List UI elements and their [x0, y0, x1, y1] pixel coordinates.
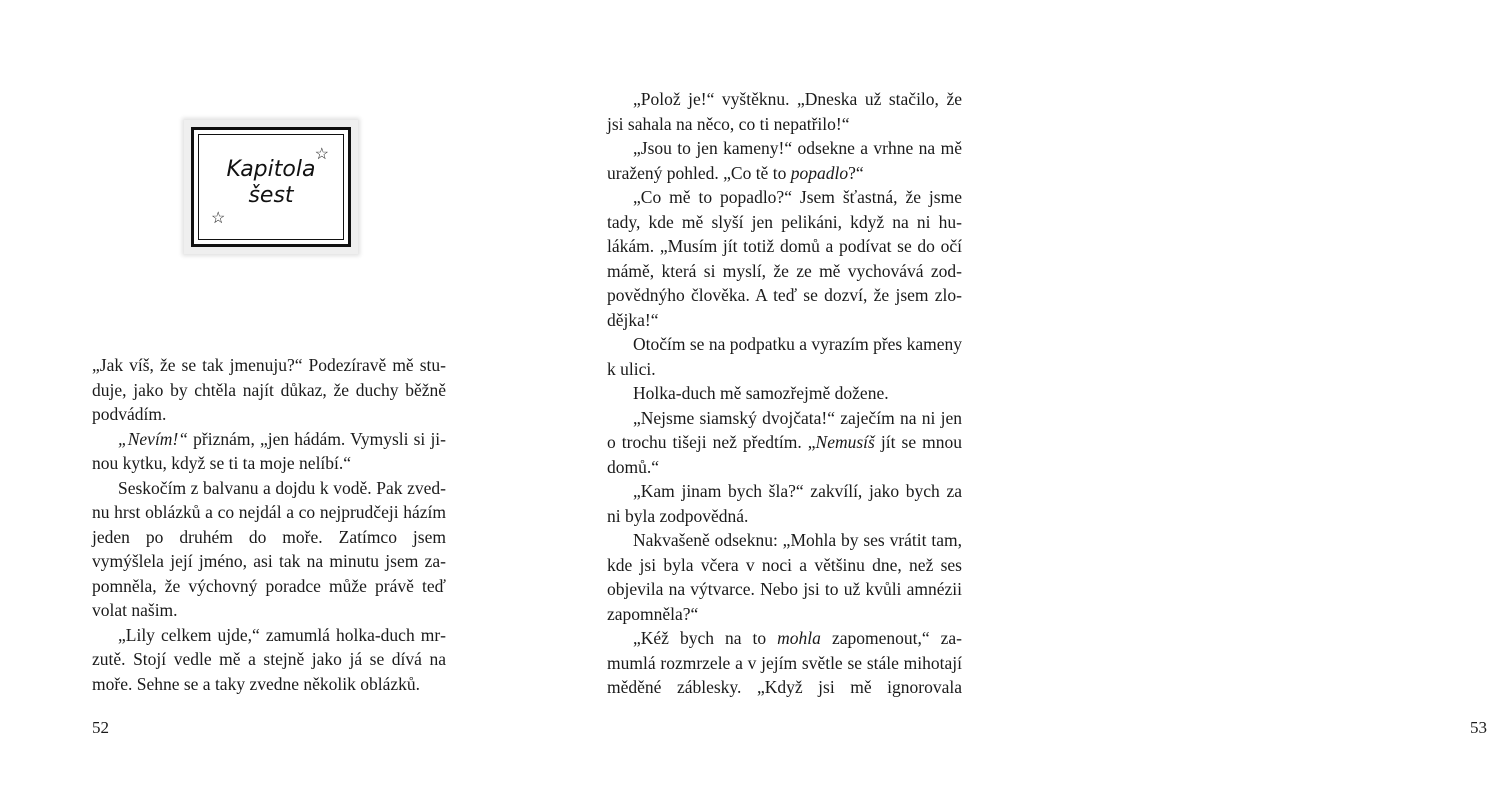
- paragraph: [607, 136, 962, 185]
- text-run: Nakvašeně odseknu: „Mohla by ses vrátit tam, kde jsi byla včera v noci a většinu dne, než ses objevila na výtvarce. Nebo jsi to už kvůli amnézii zapomněla?“: [607, 530, 962, 624]
- paragraph: [607, 528, 962, 626]
- page-number: 53: [1470, 718, 1487, 737]
- text-run: „Nejsme siamský dvojčata!“ zaječím na ni jen o trochu tišeji než předtím. „: [607, 407, 962, 452]
- italic-text: popadlo: [790, 162, 849, 183]
- star-icon: ☆: [314, 146, 329, 163]
- text-run: „Lily celkem ujde,“ zamumlá holka-duch mrzutě. Stojí vedle mě a stejně jako já se dívá na moře. Sehne se a taky zvedne několik oblázků.: [92, 624, 446, 694]
- italic-text: „Nevím!“: [118, 428, 188, 449]
- italic-text: mohla: [777, 628, 821, 648]
- left-page: [0, 0, 527, 800]
- chapter-title: [199, 157, 343, 209]
- paragraph: [92, 476, 446, 623]
- paragraph: [607, 479, 962, 528]
- italic-text: Nemusíš: [815, 432, 875, 452]
- paragraph: [607, 626, 962, 700]
- paragraph: [607, 381, 962, 406]
- paragraph: [607, 332, 962, 381]
- text-run: Otočím se na podpatku a vyrazím přes kameny k ulici.: [607, 334, 962, 379]
- paragraph: [607, 87, 962, 136]
- left-page-body-text: [92, 353, 446, 696]
- star-icon: ☆: [211, 210, 226, 227]
- text-run: Holka-duch mě samozřejmě dožene.: [633, 383, 889, 403]
- paragraph: [607, 406, 962, 480]
- chapter-heading-plate: [184, 120, 358, 254]
- paragraph: [92, 353, 446, 427]
- text-run: přiznám, „jen hádám. Vymysli si jinou kytku, když se ti ta moje nelíbí.“: [92, 428, 446, 473]
- text-run: „Jsou to jen kameny!“ odsekne a vrhne na mě uražený pohled. „Co tě to: [607, 138, 962, 183]
- chapter-heading-frame: [191, 127, 351, 247]
- paragraph: [92, 427, 446, 476]
- text-run: „Kéž bych na to: [633, 628, 778, 648]
- text-run: zapomenout,“ zamumlá rozmrzele a v jejím světle se stále mihotají měděné záblesky. „Když jsi mě ignorovala: [607, 628, 962, 697]
- text-run: ?“: [848, 162, 864, 183]
- chapter-title-line2: šest: [248, 183, 294, 208]
- text-run: „Co mě to popadlo?“ Jsem šťastná, že jsme tady, kde mě slyší jen pelikáni, když na ni hulákám. „Musím jít totiž domů a podívat se do očí mámě, která si myslí, že ze mě vychovává zodpovědnýho člověka. A teď se dozví, že jsem zlodějka!“: [607, 187, 962, 330]
- text-run: „Kam jinam bych šla?“ zakvílí, jako bych za ni byla zodpovědná.: [607, 481, 962, 526]
- chapter-title-line1: Kapitola: [226, 157, 316, 182]
- text-run: „Polož je!“ vyštěknu. „Dneska už stačilo, že jsi sahala na něco, co ti nepatřilo!“: [607, 89, 962, 134]
- text-run: „Jak víš, že se tak jmenuju?“ Podezíravě mě studuje, jako by chtěla najít důkaz, že duchy běžně podvádím.: [92, 355, 446, 424]
- text-run: Seskočím z balvanu a dojdu k vodě. Pak zvednu hrst oblázků a co nejdál a co nejprudčeji házím jeden po druhém do moře. Zatímco jsem vymýšlela její jméno, asi tak na minutu jsem zapomněla, že výchovný poradce může právě teď volat našim.: [92, 477, 446, 620]
- chapter-heading-inner-frame: [198, 134, 344, 240]
- text-run: jít se mnou domů.“: [607, 432, 963, 477]
- page-number: 52: [92, 718, 109, 737]
- paragraph: [607, 185, 962, 332]
- right-page-body-text: [607, 87, 962, 700]
- paragraph: [92, 623, 446, 697]
